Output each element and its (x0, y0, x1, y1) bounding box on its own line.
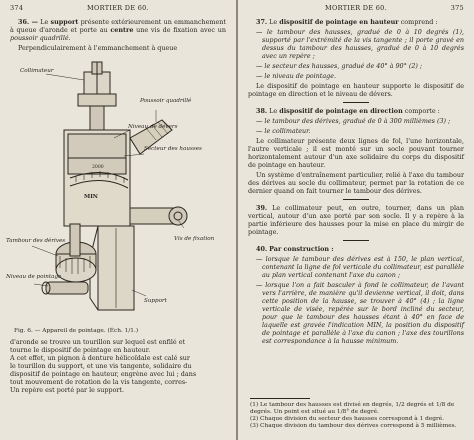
label-collimateur: Collimateur (20, 68, 54, 74)
footnote: (1) Le tambour des hausses est divisé en degrés, 1/2 degrés et 1/8 de degrés. Un point est situé au 1/8° de degré. (250, 402, 455, 415)
text-line: tout mouvement de rotation de la vis tangente, corres- (10, 378, 188, 386)
divider (343, 240, 369, 241)
label-tambour-derives: Tambour des dérives (6, 238, 66, 244)
divider (343, 102, 369, 103)
divider (343, 199, 369, 200)
text-line: Un repère est porté par le support. (10, 386, 125, 394)
label-poussoir: Poussoir quadrillé (140, 98, 192, 104)
paragraph-36: 36. — Le support présente extérieurement un emmanchement à queue d'aronde et porte au centre une vis de fixation avec un poussoir quadrillé. Perpendiculairement à l'emmanchement à queue (10, 18, 226, 52)
paragraph-39: 39. Le collimateur peut, en outre, tourner, dans un plan vertical, autour d'un axe porté par son socle. Il y a repère à la partie inférieure des hausses pour la mise en place du mirgir de pointage. (248, 204, 464, 236)
label-scale-top: 2000 (92, 165, 104, 170)
running-title: MORTIER DE 60. (87, 4, 149, 12)
paragraph-37-heading: 37. Le dispositif de pointage en hauteur comprend : (256, 18, 438, 26)
text-line: A cet effet, un pignon à denture hélicoïdale est calé sur (10, 354, 190, 362)
page-number: 375 (450, 4, 464, 12)
label-min: MIN (84, 194, 98, 200)
text-line: dispositif de pointage en hauteur, engrène avec lui ; dans (10, 370, 197, 378)
paragraph-line: Perpendiculairement à l'emmanchement à queue (18, 44, 178, 52)
figure-caption: Fig. 6. — Appareil de pointage. (Éch. 1/1.) (14, 328, 139, 334)
figure-drawing (6, 58, 232, 326)
page-number: 374 (10, 4, 24, 12)
list-item: — le niveau de pointage. (256, 72, 337, 80)
footnote: (3) Chaque division du tambour des dérives correspond à 5 millièmes. (250, 423, 457, 429)
label-niveau-pointage: Niveau de pointage (6, 274, 62, 280)
label-vis-fixation: Vis de fixation (174, 236, 215, 242)
footnotes (250, 398, 464, 430)
figure-sighting-device (6, 58, 232, 326)
left-page-header (10, 4, 226, 14)
right-page (238, 0, 474, 440)
paragraph: Le collimateur présente deux lignes de fol, l'une horizontale, l'autre verticale ; il est monté sur un socle pouvant tourner horizontalement autour d'un axe solidaire du corps du dispositif de pointage en hauteur. (248, 137, 464, 169)
right-body (248, 18, 464, 347)
running-title: MORTIER DE 60. (325, 4, 387, 12)
list-item: — le tambour des hausses, gradué de 0 à 10 degrés (1), supporté par l'extrémité de la vis tangente ; il porte gravé en dessus du tambour des hausses, gradué de 0 à 10 degrés avec un repère ; (256, 28, 464, 60)
footnote: (2) Chaque division du secteur des hausses correspond à 1 degré. (250, 416, 445, 422)
list-item: — lorsque l'on a fait basculer à fond le collimateur, de l'avant vers l'arrière, de manière qu'il devienne vertical, il doit, dans cette position de la hausse, se trouver à 40° (4) ; la ligne verticale de visée, repérée sur le bord incliné du secteur, pour que le tambour des hausses étant à 40° en face de laquelle est gravée l'indication MIN, la position du dispositif de pointage et parallèle à l'axe du canon ; l'axe des tourillons est correspondance à la hausse minimum. (256, 281, 464, 345)
text-line: le tourillon du support, et une vis tangente, solidaire du (10, 362, 192, 370)
text-line: tourne le dispositif de pointage en hauteur. (10, 346, 151, 354)
list-item: — lorsque le tambour des dérives est à 150, le plan vertical, contenant la ligne de fol verticale du collimateur, est parallèle au plan vertical contenant l'axe du canon ; (256, 255, 464, 279)
text-line: d'aronde se trouve un tourillon sur lequel est enfilé et (10, 338, 186, 346)
paragraph-number: 36. — (18, 18, 38, 26)
paragraph-40-heading: 40. Par construction : (256, 245, 334, 253)
footnote-rule (250, 398, 310, 399)
term-support: support (50, 18, 79, 26)
paragraph: Le dispositif de pointage en hauteur supporte le dispositif de pointage en direction et le niveau de dévers. (248, 82, 464, 98)
label-support: Support (144, 298, 167, 304)
right-page-header (248, 4, 464, 14)
list-item: — le collimateur. (256, 127, 311, 135)
list-item: — le secteur des hausses, gradué de 40° à 90° (2) ; (256, 62, 423, 70)
left-bottom-text (10, 338, 226, 394)
label-niveau-devers: Niveau de dévers (128, 124, 178, 130)
list-item: — le tambour des dérives, gradué de 0 à 300 millièmes (3) ; (256, 117, 451, 125)
paragraph: Un système d'entraînement particulier, relié à l'axe du tambour des dérives au socle du collimateur, permet par la rotation de ce dernier quand on fait tourner le tambour des dérives. (248, 171, 464, 195)
label-secteur-hausses: Secteur des hausses (144, 146, 202, 152)
paragraph-38-heading: 38. Le dispositif de pointage en direction comporte : (256, 107, 440, 115)
left-page (0, 0, 236, 440)
